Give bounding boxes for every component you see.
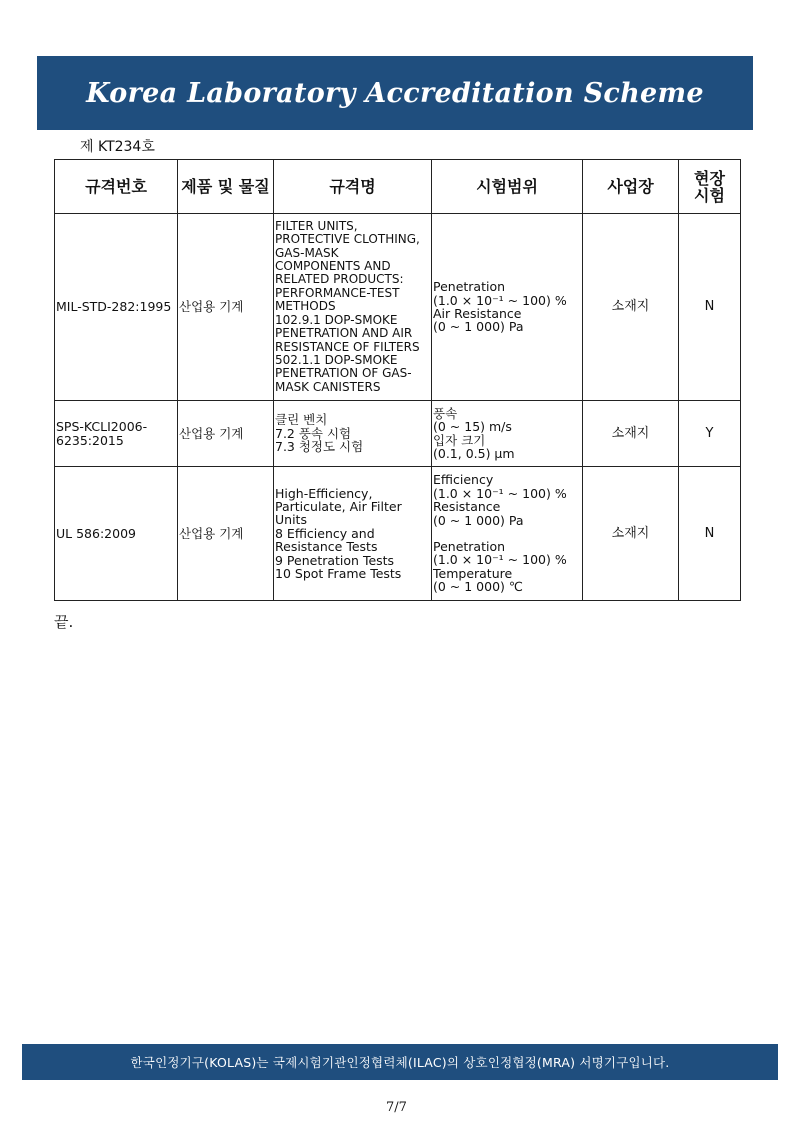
range-line: (1.0 × 10⁻¹ ~ 100) %	[433, 552, 567, 568]
title-line: PENETRATION OF GAS-	[275, 366, 412, 381]
scope-table	[54, 159, 741, 601]
range-line: Penetration	[433, 539, 506, 554]
standard-title-cell	[274, 467, 432, 601]
product-cell: 산업용 기계	[178, 214, 274, 401]
title-line: COMPONENTS AND	[275, 259, 391, 274]
table-header-row	[55, 160, 741, 214]
site-cell: 소재지	[583, 214, 679, 401]
title-line: RELATED PRODUCTS:	[275, 272, 404, 287]
footer-banner	[22, 1044, 778, 1080]
title-line: PENETRATION AND AIR	[275, 326, 413, 341]
range-line: (0 ~ 1 000) Pa	[433, 512, 524, 528]
title-line: MASK CANISTERS	[275, 379, 381, 394]
range-line: Resistance	[433, 499, 501, 515]
range-line: Efficiency	[433, 472, 494, 488]
title-line: 클린 벤치	[275, 412, 328, 428]
column-header-site: 사업장	[583, 160, 679, 214]
range-line: Penetration	[433, 279, 506, 295]
column-header-product: 제품 및 물질	[178, 160, 274, 214]
table-row	[55, 467, 741, 601]
title-line: 502.1.1 DOP-SMOKE	[275, 352, 398, 367]
range-line: 풍속	[433, 405, 458, 421]
title-line: PERFORMANCE-TEST	[275, 285, 400, 300]
title-line: 8 Efficiency and	[275, 525, 375, 541]
title-line: FILTER UNITS,	[275, 218, 358, 233]
standard-line: 6235:2015	[56, 432, 124, 448]
header-banner	[37, 56, 753, 130]
test-range-cell	[432, 214, 583, 401]
end-mark: 끝.	[54, 613, 74, 631]
range-line: (1.0 × 10⁻¹ ~ 100) %	[433, 292, 567, 308]
standard-title-cell	[274, 401, 432, 467]
title-line: Resistance Tests	[275, 539, 378, 555]
range-line: (0 ~ 15) m/s	[433, 419, 512, 435]
certificate-number: 제 KT234호	[80, 139, 155, 155]
product-cell: 산업용 기계	[178, 467, 274, 601]
banner-title: Korea Laboratory Accreditation Scheme	[86, 77, 704, 109]
onsite-header-text: 현장 시험	[694, 168, 725, 205]
range-line: Air Resistance	[433, 306, 522, 321]
title-line: 7.3 청정도 시험	[275, 439, 364, 455]
title-line: 9 Penetration Tests	[275, 552, 395, 568]
site-cell: 소재지	[583, 401, 679, 467]
product-cell: 산업용 기계	[178, 401, 274, 467]
standard-title-cell	[274, 214, 432, 401]
title-line: High-Efficiency,	[275, 485, 373, 501]
standard-number-cell: UL 586:2009	[55, 467, 178, 601]
title-line: 7.2 풍속 시험	[275, 425, 352, 441]
column-header-standard-no: 규격번호	[55, 160, 178, 214]
title-line: GAS-MASK	[275, 245, 339, 260]
title-line: RESISTANCE OF FILTERS	[275, 339, 420, 354]
column-header-test-range: 시험범위	[432, 160, 583, 214]
site-cell: 소재지	[583, 467, 679, 601]
onsite-cell: Y	[679, 401, 741, 467]
title-line: Particulate, Air Filter	[275, 498, 402, 514]
range-line: (0.1, 0.5) μm	[433, 445, 515, 461]
title-line: 102.9.1 DOP-SMOKE	[275, 312, 398, 327]
table-row	[55, 401, 741, 467]
onsite-cell: N	[679, 467, 741, 601]
onsite-cell: N	[679, 214, 741, 401]
column-header-onsite	[679, 160, 741, 214]
title-line: Units	[275, 512, 307, 528]
page-number: 7/7	[386, 1100, 407, 1115]
test-range-cell	[432, 467, 583, 601]
range-line: (0 ~ 1 000) Pa	[433, 319, 524, 335]
range-line: (1.0 × 10⁻¹ ~ 100) %	[433, 485, 567, 501]
column-header-standard-title: 규격명	[274, 160, 432, 214]
title-line: 10 Spot Frame Tests	[275, 566, 402, 582]
table-row	[55, 214, 741, 401]
test-range-cell	[432, 401, 583, 467]
title-line: METHODS	[275, 299, 336, 314]
footer-text: 한국인정기구(KOLAS)는 국제시험기관인정협력체(ILAC)의 상호인정협정(MRA) 서명기구입니다.	[130, 1055, 670, 1070]
title-line: PROTECTIVE CLOTHING,	[275, 232, 420, 247]
range-line: (0 ~ 1 000) ℃	[433, 579, 523, 595]
range-line: Temperature	[433, 565, 513, 581]
range-line: 입자 크기	[433, 432, 486, 448]
standard-line: SPS-KCLI2006-	[56, 419, 148, 435]
standard-number-cell: MIL-STD-282:1995	[55, 214, 178, 401]
standard-number-cell	[55, 401, 178, 467]
